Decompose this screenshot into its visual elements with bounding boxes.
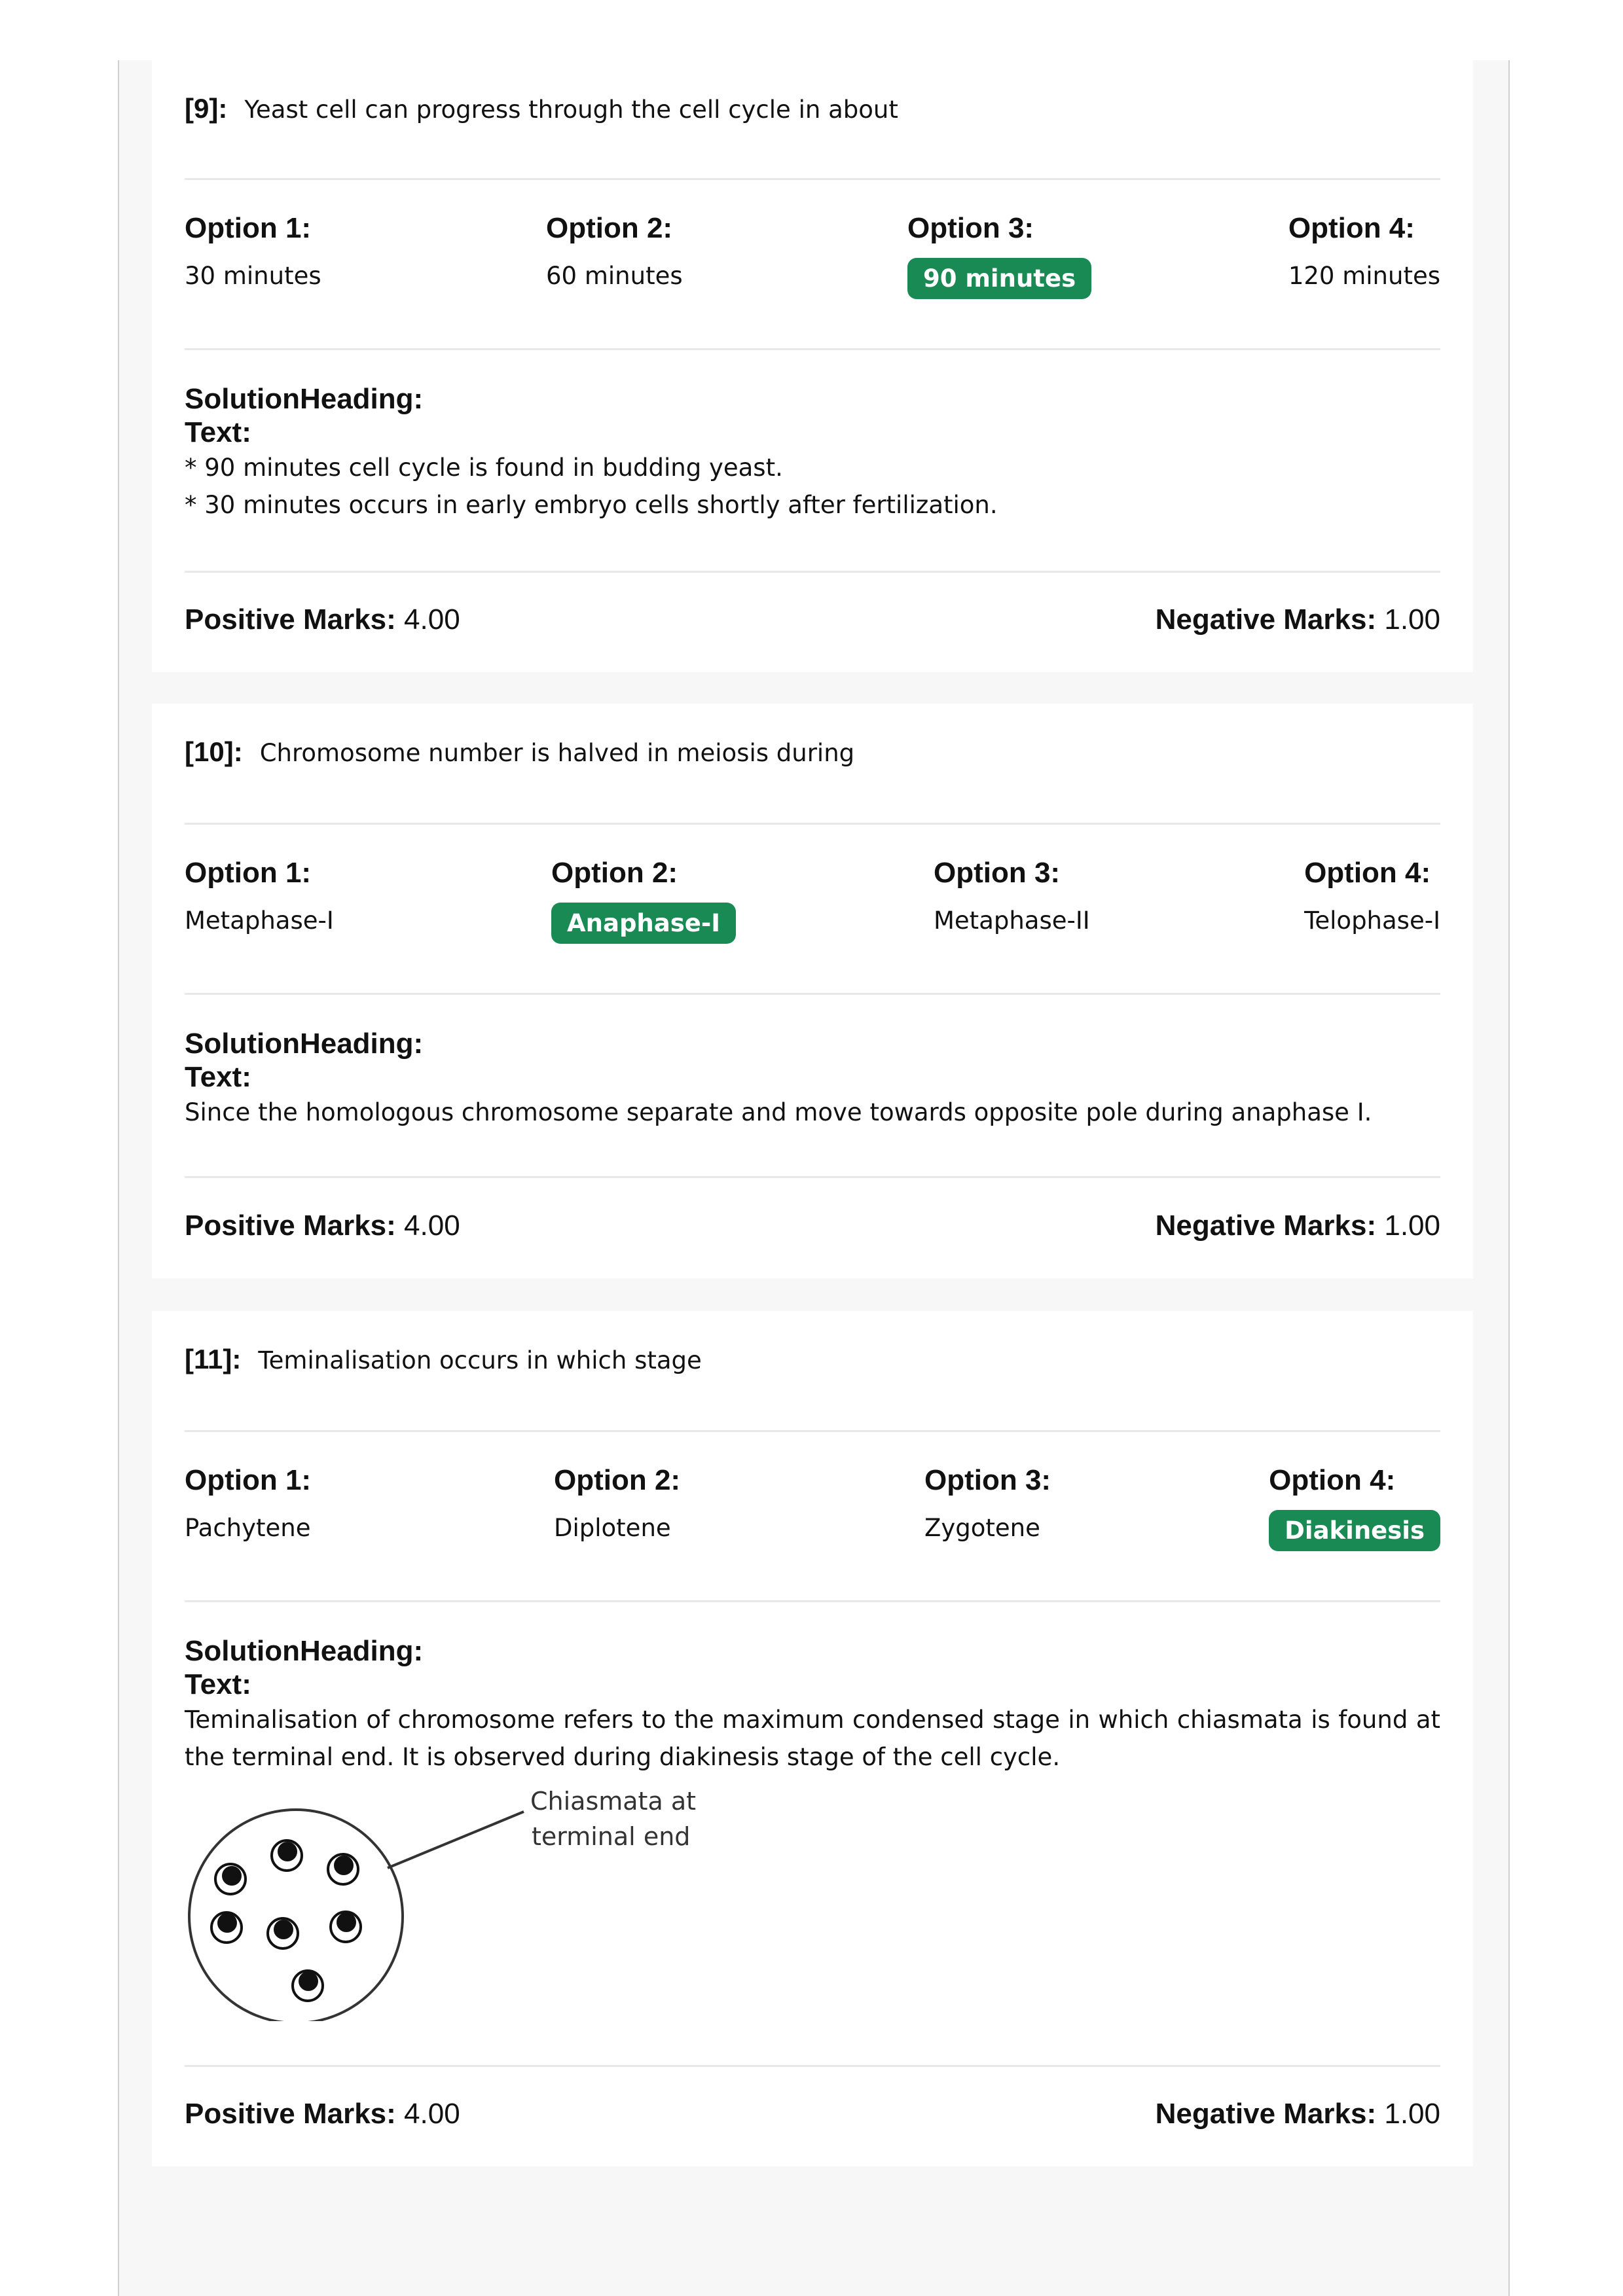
option-label: Option 2:	[554, 1464, 681, 1496]
solution-block	[185, 1634, 1440, 1776]
option-3[interactable]	[924, 1464, 1051, 1542]
negative-marks: Negative Marks: 1.00	[1155, 2098, 1440, 2130]
figure-label-line-1: Chiasmata at	[530, 1787, 697, 1816]
divider	[185, 571, 1440, 573]
divider	[185, 993, 1440, 995]
divider	[185, 823, 1440, 825]
divider	[185, 2065, 1440, 2067]
divider	[185, 1430, 1440, 1432]
option-value: Diplotene	[554, 1514, 671, 1542]
option-3[interactable]	[907, 212, 1091, 299]
divider	[185, 178, 1440, 180]
option-2[interactable]	[551, 857, 736, 944]
correct-answer-badge: Diakinesis	[1269, 1510, 1440, 1551]
option-1[interactable]	[185, 857, 334, 935]
solution-heading: SolutionHeading:	[185, 1028, 424, 1060]
option-value: Telophase-I	[1304, 906, 1440, 935]
solution-heading: SolutionHeading:	[185, 1635, 424, 1667]
option-value: 120 minutes	[1288, 262, 1440, 290]
question-line	[185, 93, 898, 124]
solution-line: Teminalisation of chromosome refers to the maximum condensed stage in which chiasmata is found at the terminal end. It is observed during diakinesis stage of the cell cycle.	[185, 1706, 1440, 1771]
question-number: [11]:	[185, 1344, 242, 1374]
option-value: 30 minutes	[185, 262, 321, 290]
divider	[185, 1176, 1440, 1178]
positive-marks: Positive Marks: 4.00	[185, 1210, 460, 1242]
option-label: Option 2:	[546, 212, 673, 244]
option-label: Option 4:	[1304, 857, 1431, 889]
option-2[interactable]	[554, 1464, 680, 1542]
divider	[185, 1600, 1440, 1602]
option-value: Metaphase-I	[185, 906, 334, 935]
marks-row	[185, 1210, 1440, 1242]
positive-marks: Positive Marks: 4.00	[185, 603, 460, 636]
marks-row	[185, 603, 1440, 636]
negative-marks: Negative Marks: 1.00	[1155, 603, 1440, 636]
solution-block	[185, 1027, 1440, 1131]
negative-marks: Negative Marks: 1.00	[1155, 1210, 1440, 1242]
question-line	[185, 1344, 702, 1375]
question-card-10	[152, 704, 1473, 1278]
question-line	[185, 736, 854, 768]
solution-text-label: Text:	[185, 416, 251, 448]
chiasmata-diagram	[185, 1772, 774, 2021]
pointer-line	[388, 1812, 524, 1868]
question-text: Teminalisation occurs in which stage	[258, 1346, 702, 1374]
question-number: [9]:	[185, 93, 228, 124]
figure-label-line-2: terminal end	[532, 1822, 691, 1851]
option-label: Option 2:	[551, 857, 678, 889]
solution-line: * 90 minutes cell cycle is found in budding yeast.	[185, 454, 783, 482]
solution-block	[185, 382, 1440, 524]
option-label: Option 4:	[1288, 212, 1415, 244]
question-text: Chromosome number is halved in meiosis during	[259, 739, 855, 767]
option-label: Option 1:	[185, 1464, 312, 1496]
question-card-9	[152, 60, 1473, 672]
solution-text-label: Text:	[185, 1668, 251, 1700]
solution-line: * 30 minutes occurs in early embryo cells shortly after fertilization.	[185, 491, 998, 519]
divider	[185, 348, 1440, 350]
question-number: [10]:	[185, 736, 243, 767]
option-label: Option 1:	[185, 857, 312, 889]
question-text: Yeast cell can progress through the cell cycle in about	[244, 96, 898, 124]
marks-row	[185, 2098, 1440, 2130]
option-2[interactable]	[546, 212, 683, 290]
option-4[interactable]	[1288, 212, 1440, 290]
option-4[interactable]	[1304, 857, 1440, 935]
question-card-11	[152, 1311, 1473, 2166]
solution-text-label: Text:	[185, 1061, 251, 1093]
correct-answer-badge: 90 minutes	[907, 258, 1091, 299]
positive-marks: Positive Marks: 4.00	[185, 2098, 460, 2130]
option-1[interactable]	[185, 212, 321, 290]
option-value: Zygotene	[924, 1514, 1040, 1542]
option-3[interactable]	[934, 857, 1090, 935]
solution-line: Since the homologous chromosome separate and move towards opposite pole during anaphase I.	[185, 1098, 1372, 1126]
solution-heading: SolutionHeading:	[185, 383, 424, 415]
option-value: Pachytene	[185, 1514, 311, 1542]
option-value: Metaphase-II	[934, 906, 1090, 935]
option-1[interactable]	[185, 1464, 311, 1542]
option-label: Option 1:	[185, 212, 312, 244]
correct-answer-badge: Anaphase-I	[551, 903, 736, 944]
option-label: Option 4:	[1269, 1464, 1396, 1496]
option-label: Option 3:	[934, 857, 1061, 889]
option-label: Option 3:	[907, 212, 1034, 244]
option-value: 60 minutes	[546, 262, 683, 290]
option-4[interactable]	[1269, 1464, 1440, 1551]
option-label: Option 3:	[924, 1464, 1051, 1496]
